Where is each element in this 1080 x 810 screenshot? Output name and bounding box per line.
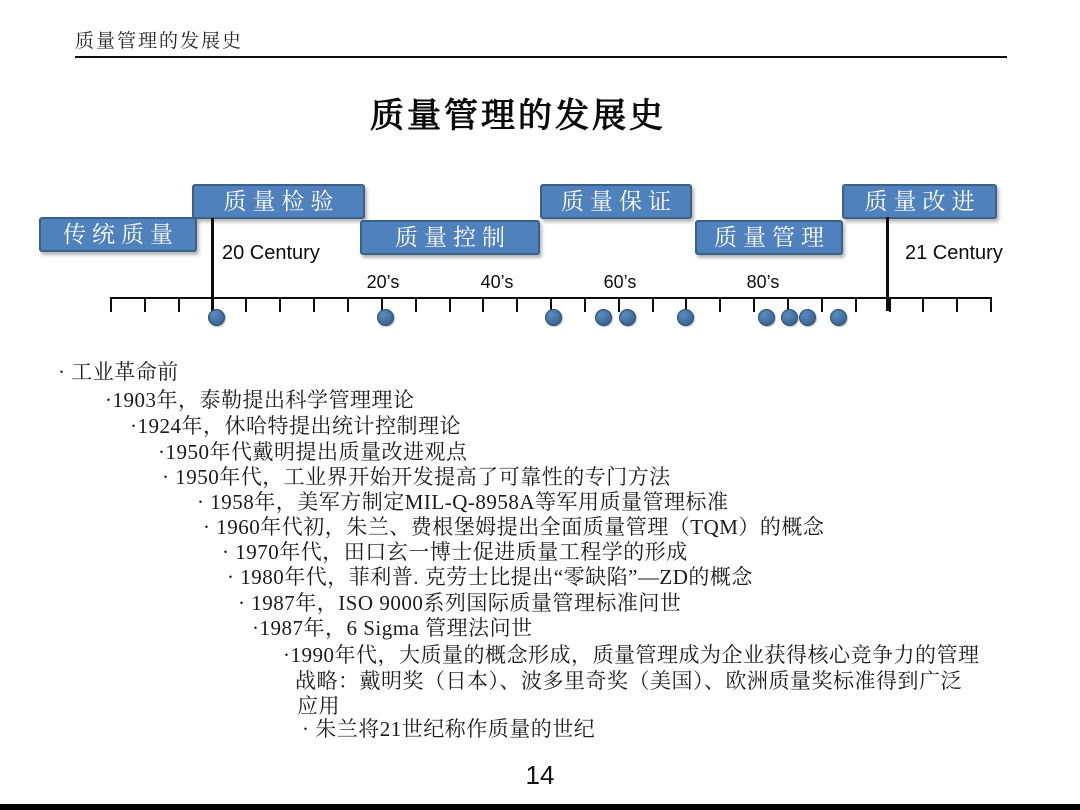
axis-tick	[753, 297, 755, 312]
axis-tick	[652, 297, 654, 312]
axis-tick	[516, 297, 518, 312]
event-dot	[677, 309, 694, 326]
event-line: ·1990年代，大质量的概念形成，质量管理成为企业获得核心竞争力的管理	[283, 643, 980, 667]
stage-box: 质量管理	[695, 220, 843, 255]
axis-tick	[110, 297, 112, 312]
axis-tick	[990, 297, 992, 312]
event-dot	[781, 309, 798, 326]
event-dot	[377, 309, 394, 326]
axis-tick	[719, 297, 721, 312]
axis-tick	[279, 297, 281, 312]
stage-box: 质量检验	[192, 184, 365, 219]
event-line: · 1960年代初，朱兰、费根堡姆提出全面质量管理（TQM）的概念	[203, 515, 825, 539]
event-dot	[545, 309, 562, 326]
event-line: · 1980年代，菲利普. 克劳士比提出“零缺陷”—ZD的概念	[227, 565, 753, 589]
axis-tick	[889, 297, 891, 312]
event-line: · 1970年代，田口玄一博士促进质量工程学的形成	[222, 540, 688, 564]
axis-tick	[855, 297, 857, 312]
header-title: 质量管理的发展史	[75, 31, 244, 52]
event-dot	[208, 309, 225, 326]
event-line: · 1958年，美军方制定MIL-Q-8958A等军用质量管理标准	[197, 490, 729, 514]
event-dot	[758, 309, 775, 326]
event-line: · 1987年，ISO 9000系列国际质量管理标准问世	[238, 591, 682, 615]
axis-tick	[618, 297, 620, 312]
event-line: · 工业革命前	[58, 360, 179, 384]
event-line: · 朱兰将21世纪称作质量的世纪	[302, 717, 596, 741]
event-line: 战略：戴明奖（日本）、波多里奇奖（美国）、欧洲质量奖标准得到广泛	[295, 669, 962, 693]
axis-tick	[956, 297, 958, 312]
decade-label: 20’s	[366, 272, 400, 292]
stage-box: 质量改进	[842, 184, 997, 219]
stage-box: 质量控制	[360, 220, 540, 255]
event-line: ·1950年代戴明提出质量改进观点	[158, 440, 468, 464]
event-line: · 1950年代，工业界开始开发提高了可靠性的专门方法	[162, 465, 671, 489]
axis-tick	[347, 297, 349, 312]
stage-box: 传统质量	[39, 217, 197, 252]
axis-tick	[245, 297, 247, 312]
event-line: ·1924年，休哈特提出统计控制理论	[130, 414, 461, 438]
page-title: 质量管理的发展史	[370, 97, 666, 135]
event-dot	[830, 309, 847, 326]
axis-tick	[144, 297, 146, 312]
century-label: 21 Century	[905, 242, 1003, 264]
page-number: 14	[525, 760, 555, 790]
century-label: 20 Century	[222, 242, 320, 264]
event-line: ·1903年，泰勒提出科学管理理论	[105, 388, 415, 412]
bottom-bar	[0, 804, 1080, 810]
event-dot	[595, 309, 612, 326]
axis-tick	[821, 297, 823, 312]
axis-tick	[449, 297, 451, 312]
decade-label: 60’s	[603, 272, 637, 292]
stage-box: 质量保证	[540, 184, 692, 219]
axis-tick	[922, 297, 924, 312]
decade-label: 40’s	[480, 272, 514, 292]
event-line: ·1987年，6 Sigma 管理法问世	[252, 616, 533, 640]
axis-tick	[313, 297, 315, 312]
event-line: 应用	[297, 694, 340, 718]
axis-tick	[584, 297, 586, 312]
axis-tick	[415, 297, 417, 312]
axis-tick	[178, 297, 180, 312]
axis-tick	[482, 297, 484, 312]
decade-label: 80’s	[746, 272, 780, 292]
event-dot	[619, 309, 636, 326]
header-rule	[75, 56, 1007, 58]
event-dot	[799, 309, 816, 326]
